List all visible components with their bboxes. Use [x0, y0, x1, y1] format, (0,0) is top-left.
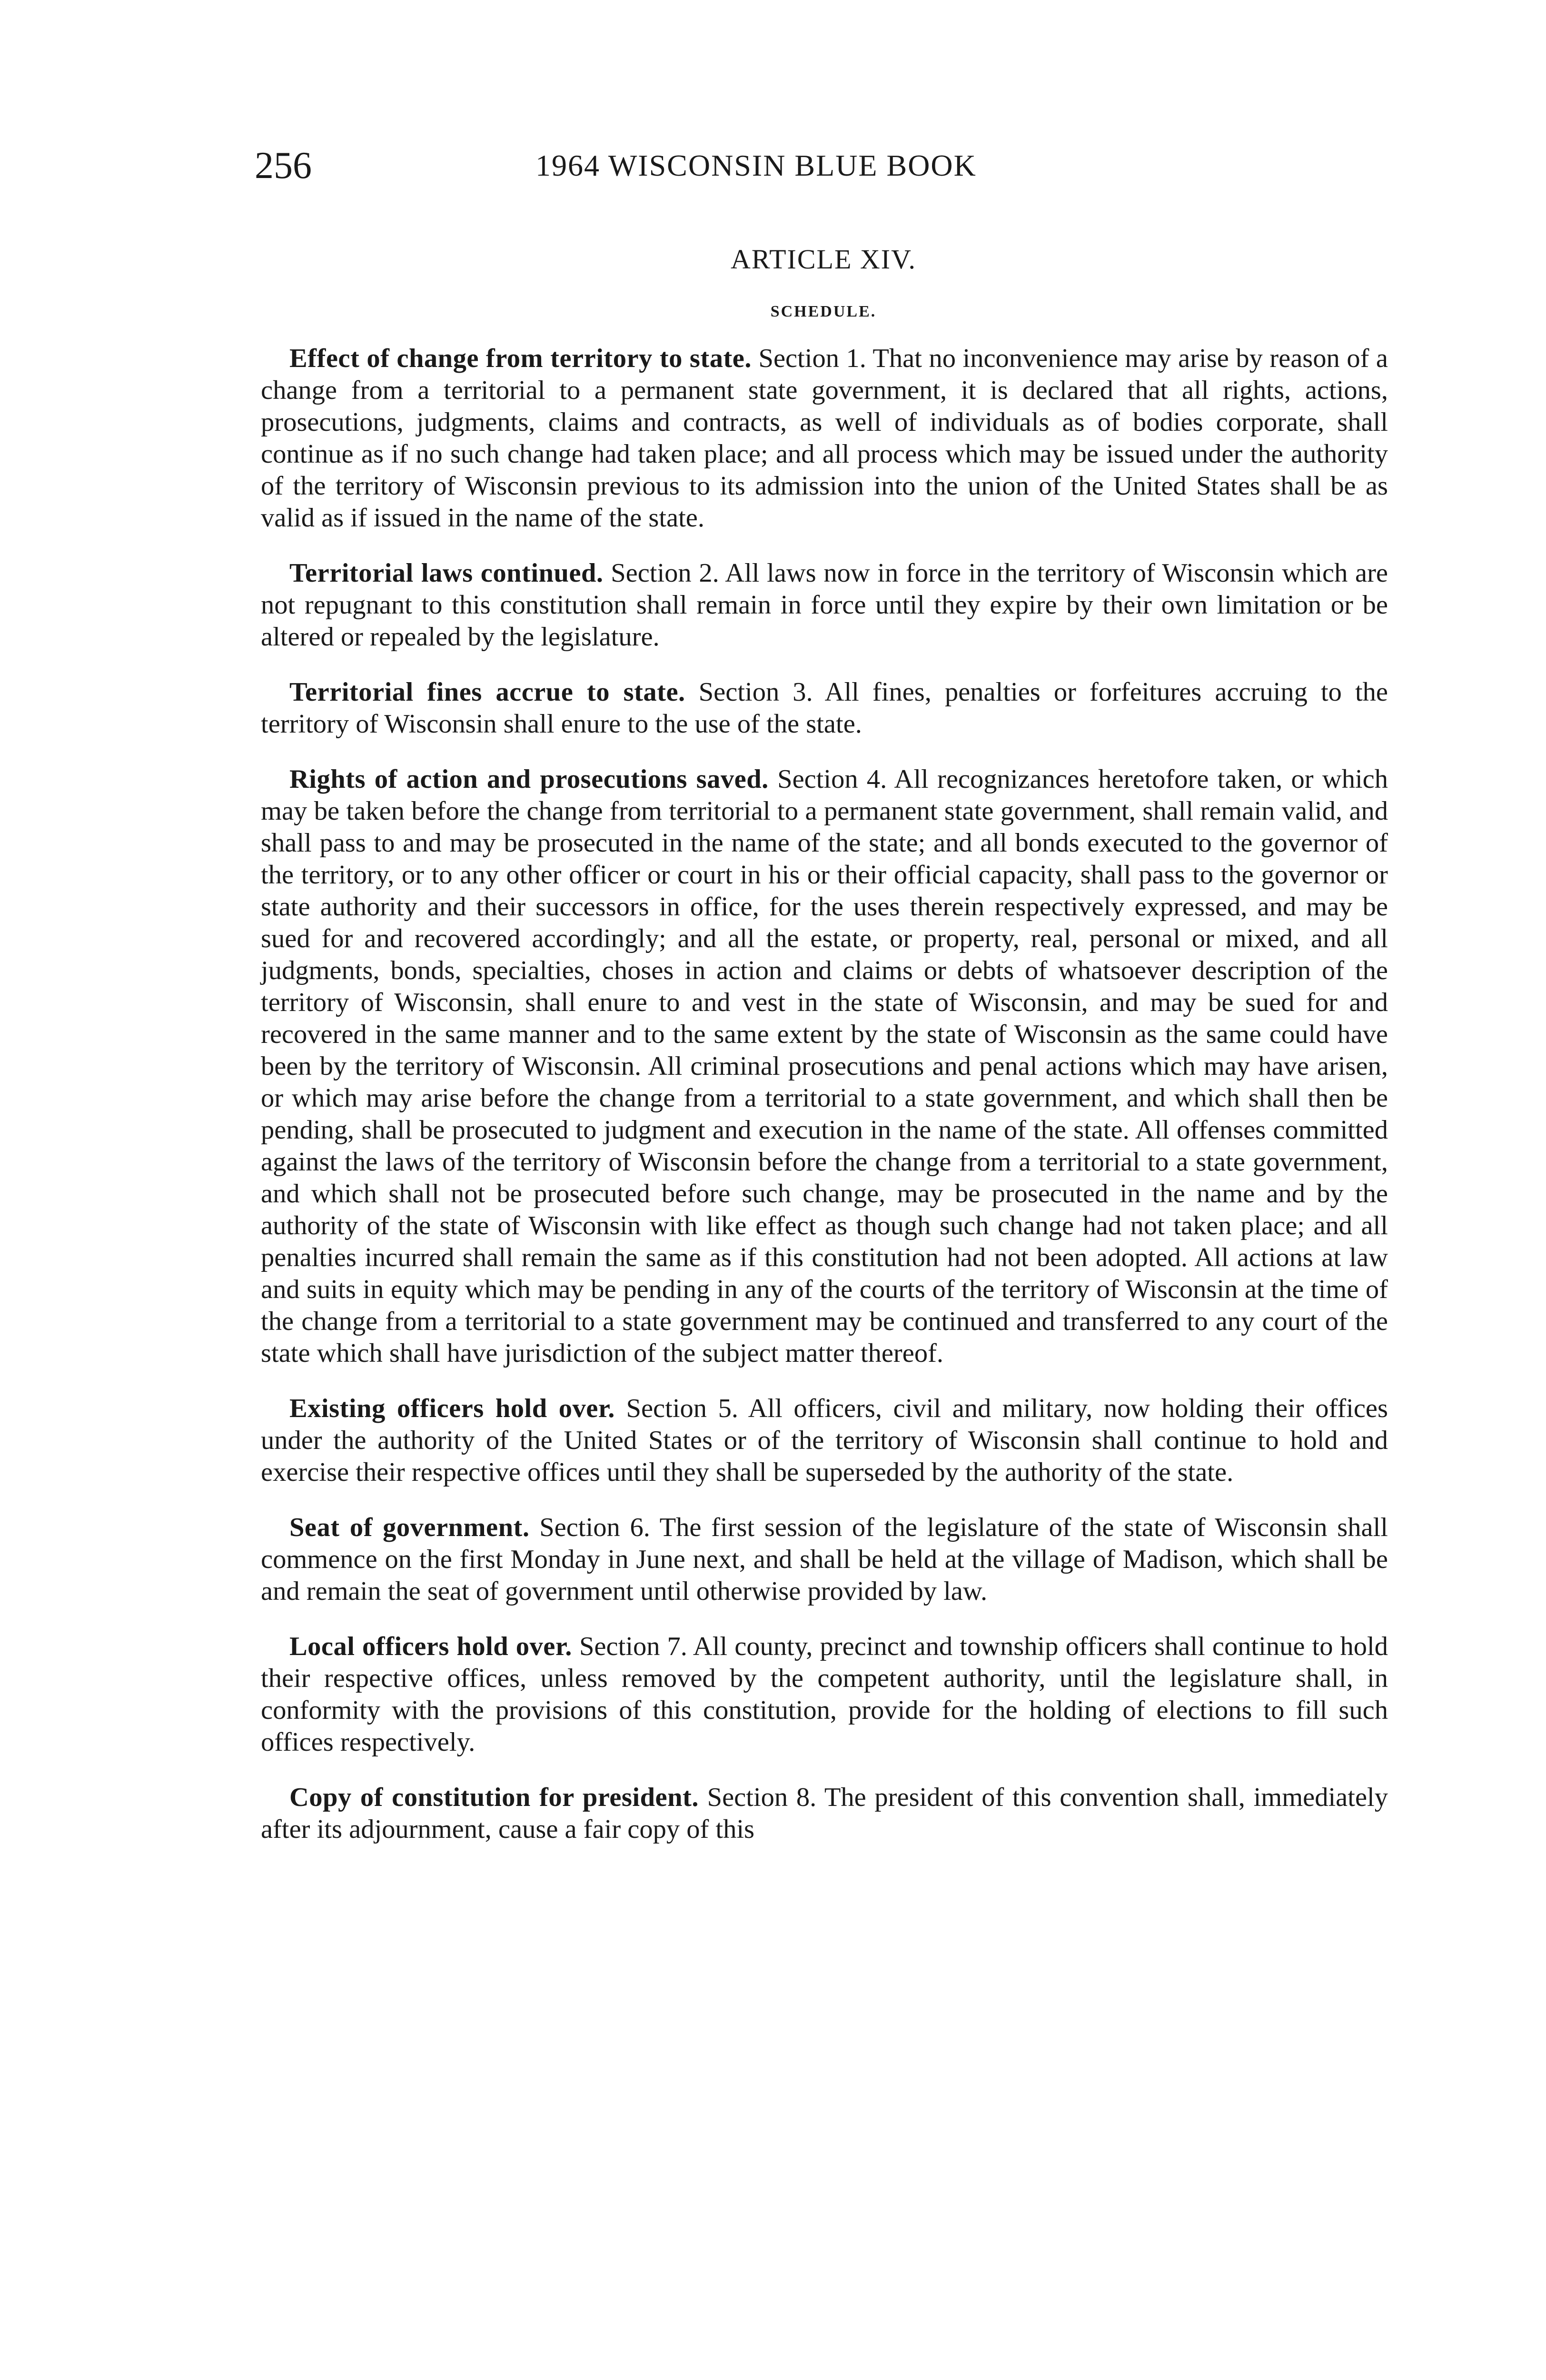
section-text: The president of this convention shall, immediately after its adjournment, cause a fair copy of this [261, 1783, 1388, 1844]
section-caption: Seat of government. [289, 1513, 530, 1542]
article-body [261, 343, 1388, 1869]
section-caption: Rights of action and prosecutions saved. [289, 764, 769, 794]
section-caption: Territorial fines accrue to state. [289, 677, 685, 707]
article-subtitle: SCHEDULE. [770, 303, 877, 320]
section-caption: Local officers hold over. [289, 1632, 572, 1661]
section-7 [261, 1631, 1388, 1758]
section-text: All fines, penalties or forfeitures accruing to the territory of Wisconsin shall enure to the use of the state. [261, 677, 1388, 739]
section-number: Section 8. [707, 1783, 817, 1812]
section-caption: Effect of change from territory to state. [289, 344, 752, 373]
article-title: ARTICLE XIV. [731, 244, 916, 275]
section-4 [261, 764, 1388, 1369]
section-1 [261, 343, 1388, 534]
section-caption: Copy of constitution for president. [289, 1783, 699, 1812]
section-text: That no inconvenience may arise by reason of a change from a territorial to a permanent state government, it is declared that all rights, actions, prosecutions, judgments, claims and contracts, as well of individuals as of bodies corporate, shall continue as if no such change had taken place; and all process which may be issued under the authority of the territory of Wisconsin previous to its admission into the union of the United States shall be as valid as if issued in the name of the state. [261, 344, 1388, 533]
section-text: The first session of the legislature of the state of Wisconsin shall commence on the first Monday in June next, and shall be held at the village of Madison, which shall be and remain the seat of government until otherwise provided by law. [261, 1513, 1388, 1606]
page-number: 256 [255, 145, 312, 187]
section-2 [261, 557, 1388, 653]
section-text: All laws now in force in the territory of Wisconsin which are not repugnant to this constitution shall remain in force until they expire by their own limitation or be altered or repealed by the legislature. [261, 558, 1388, 652]
section-number: Section 4. [777, 764, 887, 794]
section-number: Section 7. [579, 1632, 687, 1661]
section-number: Section 2. [611, 558, 719, 588]
section-6 [261, 1512, 1388, 1607]
section-5 [261, 1393, 1388, 1488]
section-number: Section 1. [758, 344, 866, 373]
section-text: All officers, civil and military, now holding their offices under the authority of the United States or of the territory of Wisconsin shall continue to hold and exercise their respective offices until they shall be superseded by the authority of the state. [261, 1394, 1388, 1487]
section-text: All recognizances heretofore taken, or which may be taken before the change from territorial to a permanent state government, shall remain valid, and shall pass to and may be prosecuted in the name of the state; and all bonds executed to the governor of the territory, or to any other officer or court in his or their official capacity, shall pass to the governor or state authority and their successors in office, for the uses therein respectively expressed, and may be sued for and recovered accordingly; and all the estate, or property, real, personal or mixed, and all judgments, bonds, specialties, choses in action and claims or debts of whatsoever description of the territory of Wisconsin, shall enure to and vest in the state of Wisconsin, and may be sued for and recovered in the same manner and to the same extent by the state of Wisconsin as the same could have been by the territory of Wisconsin. All criminal prosecutions and penal actions which may have arisen, or which may arise before the change from a territorial to a state government, and which shall then be pending, shall be prosecuted to judgment and execution in the name of the state. All offenses committed against the laws of the territory of Wisconsin before the change from a territorial to a state government, and which shall not be prosecuted before such change, may be prosecuted in the name and by the authority of the state of Wisconsin with like effect as though such change had not taken place; and all penalties incurred shall remain the same as if this constitution had not been adopted. All actions at law and suits in equity which may be pending in any of the courts of the territory of Wisconsin at the time of the change from a territorial to a state government may be continued and transferred to any court of the state which shall have jurisdiction of the subject matter thereof. [261, 764, 1388, 1368]
section-8 [261, 1782, 1388, 1845]
section-number: Section 5. [626, 1394, 739, 1423]
section-number: Section 3. [698, 677, 813, 707]
book-title: 1964 WISCONSIN BLUE BOOK [535, 149, 977, 182]
section-text: All county, precinct and township officers shall continue to hold their respective offices, unless removed by the competent authority, until the legislature shall, in conformity with the provisions of this constitution, provide for the holding of elections to fill such offices respectively. [261, 1632, 1388, 1757]
section-caption: Existing officers hold over. [289, 1394, 615, 1423]
section-caption: Territorial laws continued. [289, 558, 604, 588]
running-head [255, 142, 1392, 199]
section-3 [261, 676, 1388, 740]
section-number: Section 6. [539, 1513, 650, 1542]
